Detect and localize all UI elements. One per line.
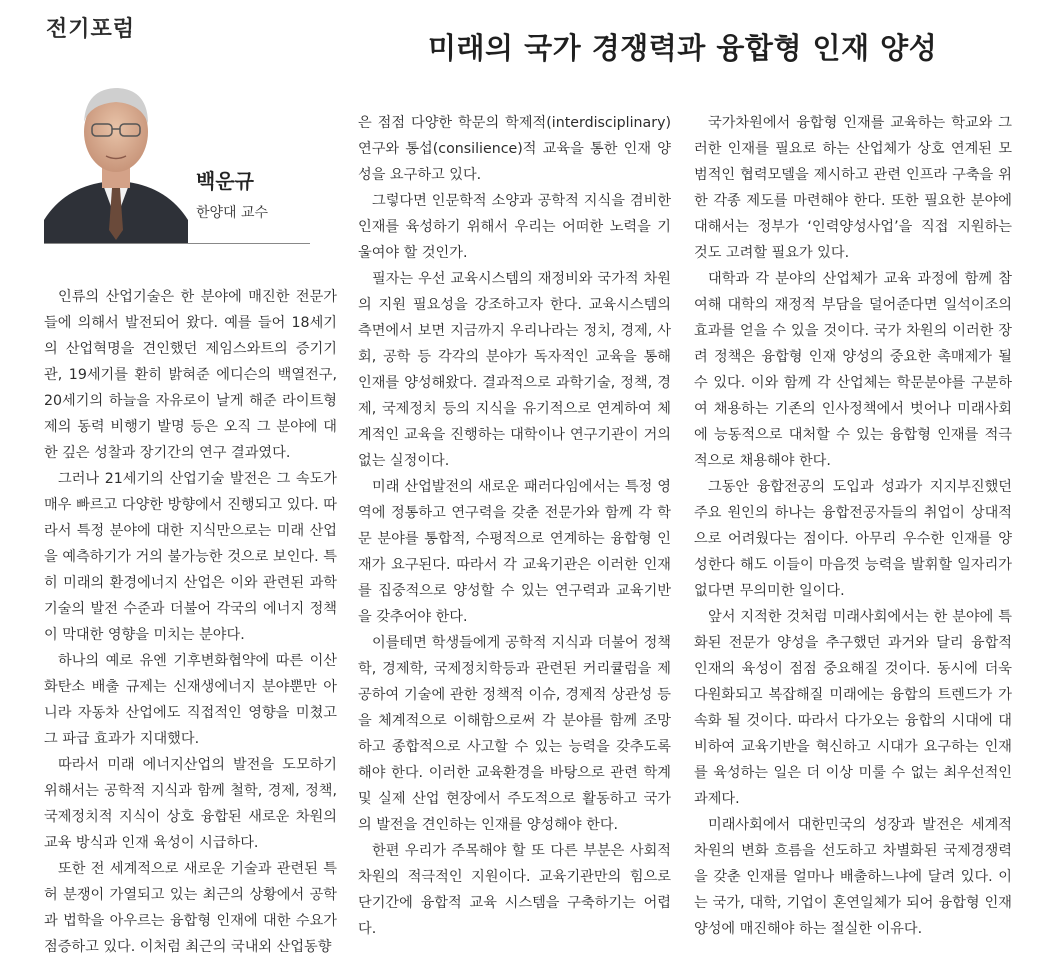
article-headline: 미래의 국가 경쟁력과 융합형 인재 양성 [428,31,938,65]
paragraph: 또한 전 세계적으로 새로운 기술과 관련된 특허 분쟁이 가열되고 있는 최근의 상황에서 공학과 법학을 아우르는 융합형 인재에 대한 수요가 점증하고 있다. 이처럼 최근의 국내외 산업동향 [44,861,337,955]
paragraph: 인류의 산업기술은 한 분야에 매진한 전문가들에 의해서 발전되어 왔다. 예를 들어 18세기의 산업혁명을 견인했던 제임스와트의 증기기관, 19세기를 환히 밝혀준 에디슨의 백열전구, 20세기의 하늘을 자유로이 날게 해준 라이트형제의 동력 비행기 발명 등은 오직 그 분야에 대한 깊은 성찰과 장기간의 연구 결과였다. [44,289,337,461]
author-divider [44,243,310,244]
paragraph: 그동안 융합전공의 도입과 성과가 지지부진했던 주요 원인의 하나는 융합전공자들의 취업이 상대적으로 어려웠다는 점이다. 아무리 우수한 인재를 양성한다 해도 이들이 마음껏 능력을 발휘할 일자리가 없다면 무의미한 일이다. [694,479,1012,599]
article-column-3 [694,110,1012,942]
article-column-2 [358,110,671,942]
paragraph: 미래사회에서 대한민국의 성장과 발전은 세계적 차원의 변화 흐름을 선도하고 차별화된 국제경쟁력을 갖춘 인재를 얼마나 배출하느냐에 달려 있다. 이는 국가, 대학, 기업이 혼연일체가 되어 융합형 인재 양성에 매진해야 하는 절실한 이유다. [694,817,1012,937]
article-column-1 [44,284,337,960]
section-label: 전기포럼 [46,17,136,42]
paragraph: 이를테면 학생들에게 공학적 지식과 더불어 정책학, 경제학, 국제정치학등과 관련된 커리큘럼을 제공하여 기술에 관한 정책적 이슈, 경제적 상관성 등을 체계적으로 이해함으로써 각 분야를 함께 조망하고 종합적으로 사고할 수 있는 능력을 갖추도록 해야 한다. 이러한 교육환경을 바탕으로 관련 학계 및 실제 산업 현장에서 주도적으로 활동하고 국가의 발전을 견인하는 인재를 양성해야 한다. [358,635,671,833]
paragraph: 그렇다면 인문학적 소양과 공학적 지식을 겸비한 인재를 육성하기 위해서 우리는 어떠한 노력을 기울여야 할 것인가. [358,193,671,261]
paragraph: 은 점점 다양한 학문의 학제적(interdisciplinary) 연구와 통섭(consilience)적 교육을 통한 인재 양성을 요구하고 있다. [358,115,671,183]
paragraph: 대학과 각 분야의 산업체가 교육 과정에 함께 참여해 대학의 재정적 부담을 덜어준다면 일석이조의 효과를 얻을 수 있을 것이다. 국가 차원의 이러한 장려 정책은 융합형 인재 양성의 중요한 촉매제가 될 수 있다. 이와 함께 각 산업체는 학문분야를 구분하여 채용하는 기존의 인사정책에서 벗어나 미래사회에 능동적으로 대처할 수 있는 융합형 인재를 적극적으로 채용해야 한다. [694,271,1012,469]
paragraph: 하나의 예로 유엔 기후변화협약에 따른 이산화탄소 배출 규제는 신재생에너지 분야뿐만 아니라 자동차 산업에도 직접적인 영향을 미쳤고 그 파급 효과가 지대했다. [44,653,337,747]
paragraph: 필자는 우선 교육시스템의 재정비와 국가적 차원의 지원 필요성을 강조하고자 한다. 교육시스템의 측면에서 보면 지금까지 우리나라는 정치, 경제, 사회, 공학 등 각각의 분야가 독자적인 교육을 통해 인재를 양성해왔다. 결과적으로 과학기술, 정책, 경제, 국제정치 등의 지식을 유기적으로 연계하여 체계적인 교육을 진행하는 대학이나 연구기관이 거의 없는 실정이다. [358,271,671,469]
paragraph: 따라서 미래 에너지산업의 발전을 도모하기 위해서는 공학적 지식과 함께 철학, 경제, 정책, 국제정치적 지식이 상호 융합된 새로운 차원의 교육 방식과 인재 육성이 시급하다. [44,757,337,851]
paragraph: 국가차원에서 융합형 인재를 교육하는 학교와 그러한 인재를 필요로 하는 산업체가 상호 연계된 모범적인 협력모델을 제시하고 관련 인프라 구축을 위한 각종 제도를 마련해야 한다. 또한 필요한 분야에 대해서는 정부가 ‘인력양성사업’을 직접 지원하는 것도 고려할 필요가 있다. [694,115,1012,261]
author-photo [44,70,188,244]
author-name: 백운규 [196,169,254,193]
paragraph: 그러나 21세기의 산업기술 발전은 그 속도가 매우 빠르고 다양한 방향에서 진행되고 있다. 따라서 특정 분야에 대한 지식만으로는 미래 산업을 예측하기가 거의 불가능한 것으로 보인다. 특히 미래의 환경에너지 산업은 이와 관련된 과학기술의 발전 수준과 더불어 각국의 에너지 정책이 막대한 영향을 미치는 분야다. [44,471,337,643]
paragraph: 한편 우리가 주목해야 할 또 다른 부분은 사회적 차원의 적극적인 지원이다. 교육기관만의 힘으로 단기간에 융합적 교육 시스템을 구축하기는 어렵다. [358,843,671,937]
paragraph: 미래 산업발전의 새로운 패러다임에서는 특정 영역에 정통하고 연구력을 갖춘 전문가와 함께 각 학문 분야를 통합적, 수평적으로 연계하는 융합형 인재가 요구된다. 따라서 각 교육기관은 이러한 인재를 집중적으로 양성할 수 있는 연구력과 교육기반을 갖추어야 한다. [358,479,671,625]
author-title: 한양대 교수 [196,205,269,221]
paragraph: 앞서 지적한 것처럼 미래사회에서는 한 분야에 특화된 전문가 양성을 추구했던 과거와 달리 융합적 인재의 육성이 점점 중요해질 것이다. 동시에 더욱 다원화되고 복잡해질 미래에는 융합의 트렌드가 가속화 될 것이다. 따라서 다가오는 융합의 시대에 대비하여 교육기반을 혁신하고 시대가 요구하는 인재를 육성하는 일은 더 이상 미룰 수 없는 최우선적인 과제다. [694,609,1012,807]
